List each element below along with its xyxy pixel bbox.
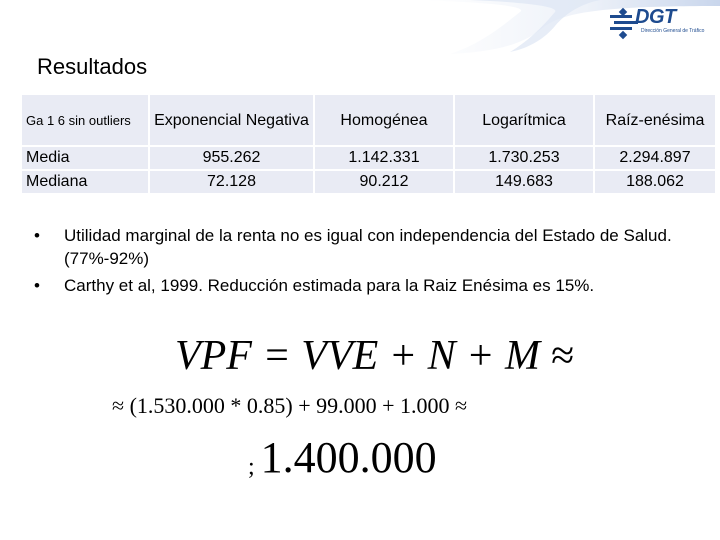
bullet-list xyxy=(30,224,710,301)
bullet-item xyxy=(30,274,710,297)
table-cell: 149.683 xyxy=(455,171,593,193)
logo-text: DGT xyxy=(635,6,676,28)
results-table xyxy=(20,93,717,195)
equation-result xyxy=(248,432,437,483)
table-cell: 72.128 xyxy=(150,171,313,193)
table-cell: 188.062 xyxy=(595,171,715,193)
row-label: Media xyxy=(22,147,148,169)
table-corner-label: Ga 1 6 sin outliers xyxy=(22,95,148,145)
equation-calculation: ≈ (1.530.000 * 0.85) + 99.000 + 1.000 ≈ xyxy=(112,393,468,418)
bullet-text: Carthy et al, 1999. Reducción estimada para la Raiz Enésima es 15%. xyxy=(64,276,595,295)
equation-result-prefix: ; xyxy=(248,454,255,480)
table-cell: 2.294.897 xyxy=(595,147,715,169)
bullet-item xyxy=(30,224,710,270)
column-header: Homogénea xyxy=(315,95,453,145)
bullet-text: Utilidad marginal de la renta no es igual con independencia del Estado de Salud. (77%-92%) xyxy=(64,226,672,268)
column-header: Raíz-enésima xyxy=(595,95,715,145)
page-title: Resultados xyxy=(37,54,148,79)
table-header-row xyxy=(22,95,715,145)
bullet-icon: • xyxy=(34,276,40,295)
table-cell: 1.730.253 xyxy=(455,147,593,169)
equation-result-value: 1.400.000 xyxy=(260,433,437,482)
bullet-icon: • xyxy=(34,226,40,245)
logo-subtitle: Dirección General de Tráfico xyxy=(641,28,705,34)
table-cell: 955.262 xyxy=(150,147,313,169)
table-cell: 90.212 xyxy=(315,171,453,193)
equation-vpf: VPF = VVE + N + M ≈ xyxy=(175,333,574,379)
row-label: Mediana xyxy=(22,171,148,193)
column-header: Logarítmica xyxy=(455,95,593,145)
table-row xyxy=(22,171,715,193)
column-header: Exponencial Negativa xyxy=(150,95,313,145)
table-cell: 1.142.331 xyxy=(315,147,453,169)
table-row xyxy=(22,147,715,169)
